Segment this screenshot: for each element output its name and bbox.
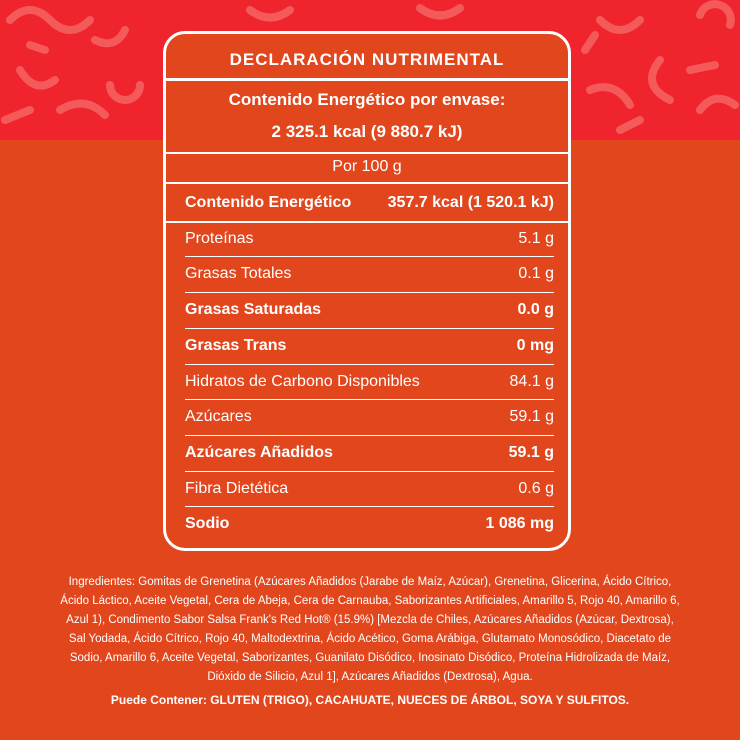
nutrient-label: Fibra Dietética: [185, 479, 289, 497]
divider: [166, 78, 568, 81]
nutrient-value: 84.1 g: [509, 372, 554, 390]
nutrient-label: Grasas Trans: [185, 336, 287, 354]
nutrient-row: [185, 257, 554, 291]
nutrient-label: Sodio: [185, 515, 230, 533]
per-100g-label: Por 100 g: [332, 158, 402, 175]
nutrient-label: Contenido Energético: [185, 194, 352, 211]
divider: [166, 152, 568, 154]
nutrient-label: Hidratos de Carbono Disponibles: [185, 372, 420, 390]
nutrient-value: 1 086 mg: [485, 515, 554, 533]
nutrient-value: 0.6 g: [518, 479, 554, 497]
nutrient-row: [185, 472, 554, 506]
energy-per-package-value: 2 325.1 kcal (9 880.7 kJ): [271, 122, 463, 141]
nutrient-value: 59.1 g: [508, 443, 554, 461]
nutrient-row: [185, 186, 554, 220]
nutrient-row: [185, 436, 554, 470]
divider: [166, 182, 568, 184]
nutrient-row: [185, 507, 554, 541]
nutrient-row: [185, 400, 554, 434]
nutrient-row: [185, 329, 554, 363]
nutrient-value: 59.1 g: [509, 408, 554, 426]
ingredients-text: Ingredientes: Gomitas de Grenetina (Azúcares Añadidos (Jarabe de Maíz, Azúcar), Grenetina, Glicerina, Ácido Cítrico, Ácido Láctico, Aceite Vegetal, Cera de Abeja, Cera de Carnauba, Saborizantes Artificiales, Amarillo 5, Rojo 40, Amarillo 6, Azul 1), Condimento Sabor Salsa Frank's Red Hot® (15.9%) [Mezcla de Chiles, Azúcares Añadidos (Azúcar, Dextrosa), Sal Yodada, Ácido Cítrico, Rojo 40, Maltodextrina, Ácido Acético, Goma Arábiga, Glutamato Monosódico, Diacetato de Sodio, Amarillo 6, Aceite Vegetal, Saborizantes, Guanilato Disódico, Inosinato Disódico, Proteína Hidrolizada de Maíz, Dióxido de Silicio, Azul 1], Azúcares Añadidos (Dextrosa), Agua.: [60, 576, 680, 683]
nutrient-row: [185, 222, 554, 256]
nutrient-label: Grasas Saturadas: [185, 301, 322, 319]
nutrient-label: Proteínas: [185, 229, 254, 247]
nutrient-label: Azúcares: [185, 408, 252, 426]
nutrient-row: [185, 365, 554, 399]
energy-per-package-label: Contenido Energético por envase:: [228, 90, 506, 109]
allergens-line: [60, 693, 680, 707]
nutrient-value: 357.7 kcal (1 520.1 kJ): [387, 194, 554, 211]
nutrient-value: 0 mg: [516, 336, 554, 354]
nutrient-value: 0.0 g: [517, 301, 554, 319]
nutrient-label: Azúcares Añadidos: [185, 443, 333, 461]
nutrient-row: [185, 293, 554, 327]
panel-title: DECLARACIÓN NUTRIMENTAL: [229, 50, 505, 69]
allergens-label: Puede Contener:: [110, 693, 207, 707]
allergens-value: GLUTEN (TRIGO), CACAHUATE, NUECES DE ÁRBOL, SOYA Y SULFITOS.: [210, 693, 630, 707]
nutrient-label: Grasas Totales: [185, 265, 292, 283]
nutrition-facts-panel: [163, 31, 571, 551]
nutrient-value: 0.1 g: [518, 265, 554, 283]
nutrient-value: 5.1 g: [518, 229, 554, 247]
